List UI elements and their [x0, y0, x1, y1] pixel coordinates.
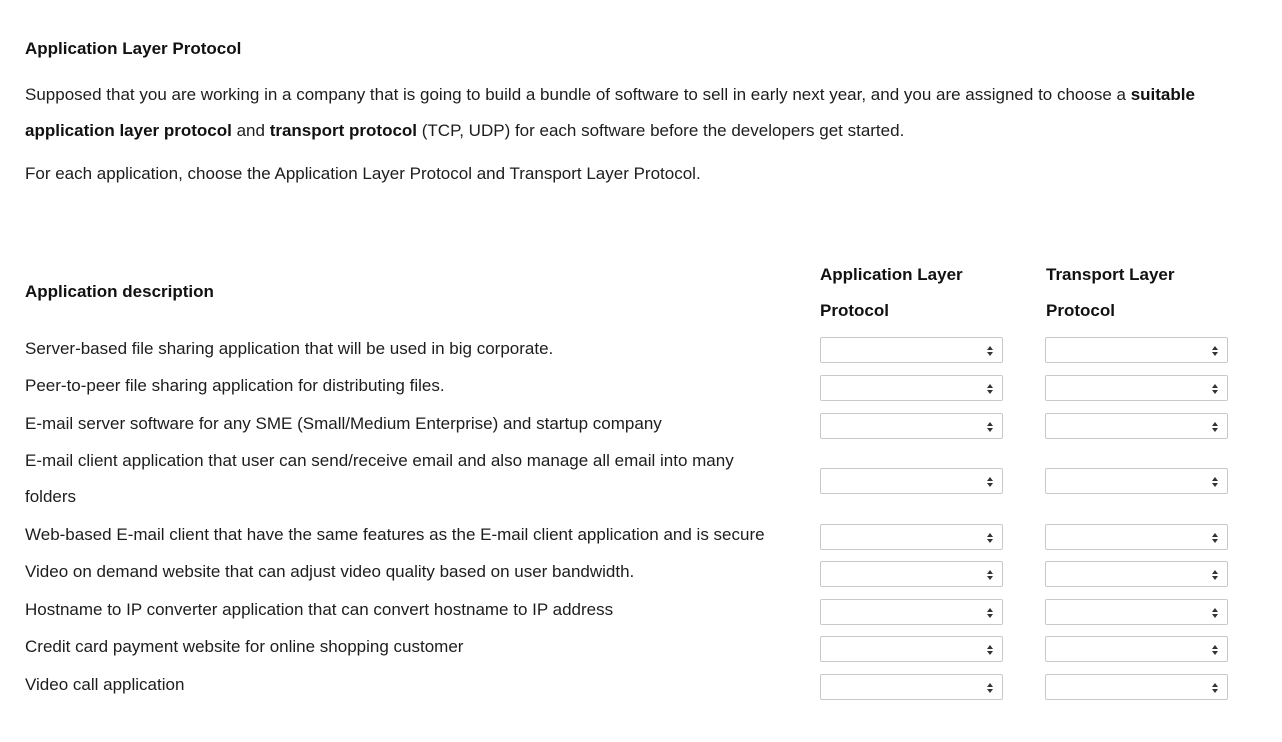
app-protocol-select[interactable]: [820, 636, 1003, 662]
up-down-arrows-icon: [987, 477, 993, 487]
up-down-arrows-icon: [987, 422, 993, 432]
row-description: Peer-to-peer file sharing application for distributing files.: [25, 376, 445, 395]
header-application-layer-protocol: Application Layer Protocol: [820, 265, 963, 320]
row-description: Video on demand website that can adjust video quality based on user bandwidth.: [25, 562, 635, 581]
app-protocol-select[interactable]: [820, 468, 1003, 494]
app-protocol-select[interactable]: [820, 561, 1003, 587]
app-protocol-select[interactable]: [820, 337, 1003, 363]
app-protocol-select[interactable]: [820, 674, 1003, 700]
row-description: Hostname to IP converter application that can convert hostname to IP address: [25, 600, 614, 619]
up-down-arrows-icon: [987, 608, 993, 618]
row-description: Video call application: [25, 675, 185, 694]
intro-paragraph: [25, 77, 1245, 149]
intro-text-1: Supposed that you are working in a company that is going to build a bundle of software to sell in early next year, and you are assigned to choose a: [25, 85, 1131, 104]
up-down-arrows-icon: [1212, 477, 1218, 487]
up-down-arrows-icon: [1212, 683, 1218, 693]
app-protocol-select[interactable]: [820, 413, 1003, 439]
up-down-arrows-icon: [987, 570, 993, 580]
transport-protocol-select[interactable]: [1045, 561, 1228, 587]
up-down-arrows-icon: [1212, 346, 1218, 356]
up-down-arrows-icon: [1212, 570, 1218, 580]
up-down-arrows-icon: [987, 645, 993, 655]
transport-protocol-select[interactable]: [1045, 375, 1228, 401]
app-protocol-select[interactable]: [820, 524, 1003, 550]
up-down-arrows-icon: [1212, 384, 1218, 394]
instruction-text: For each application, choose the Application Layer Protocol and Transport Layer Protocol.: [25, 164, 701, 183]
header-application-description: Application description: [25, 282, 214, 301]
header-transport-layer-protocol: Transport Layer Protocol: [1046, 265, 1175, 320]
up-down-arrows-icon: [987, 533, 993, 543]
transport-protocol-select[interactable]: [1045, 599, 1228, 625]
page-title: Application Layer Protocol: [25, 39, 242, 58]
transport-protocol-select[interactable]: [1045, 524, 1228, 550]
row-description: Credit card payment website for online shopping customer: [25, 637, 464, 656]
transport-protocol-select[interactable]: [1045, 468, 1228, 494]
intro-text-2: and: [231, 121, 270, 140]
app-protocol-select[interactable]: [820, 375, 1003, 401]
transport-protocol-select[interactable]: [1045, 413, 1228, 439]
up-down-arrows-icon: [987, 384, 993, 394]
up-down-arrows-icon: [987, 346, 993, 356]
up-down-arrows-icon: [1212, 608, 1218, 618]
up-down-arrows-icon: [1212, 533, 1218, 543]
up-down-arrows-icon: [1212, 645, 1218, 655]
up-down-arrows-icon: [987, 683, 993, 693]
app-protocol-select[interactable]: [820, 599, 1003, 625]
row-description: E-mail client application that user can send/receive email and also manage all email into many folders: [25, 451, 734, 506]
row-description: Server-based file sharing application that will be used in big corporate.: [25, 339, 554, 358]
transport-protocol-select[interactable]: [1045, 337, 1228, 363]
intro-bold-app-protocol: suitable application layer protocol: [25, 85, 1195, 140]
row-description: Web-based E-mail client that have the same features as the E-mail client application and is secure: [25, 525, 765, 544]
transport-protocol-select[interactable]: [1045, 636, 1228, 662]
row-description: E-mail server software for any SME (Small/Medium Enterprise) and startup company: [25, 414, 662, 433]
intro-text-3: (TCP, UDP) for each software before the developers get started.: [417, 121, 905, 140]
transport-protocol-select[interactable]: [1045, 674, 1228, 700]
up-down-arrows-icon: [1212, 422, 1218, 432]
intro-bold-transport-protocol: transport protocol: [269, 121, 418, 140]
